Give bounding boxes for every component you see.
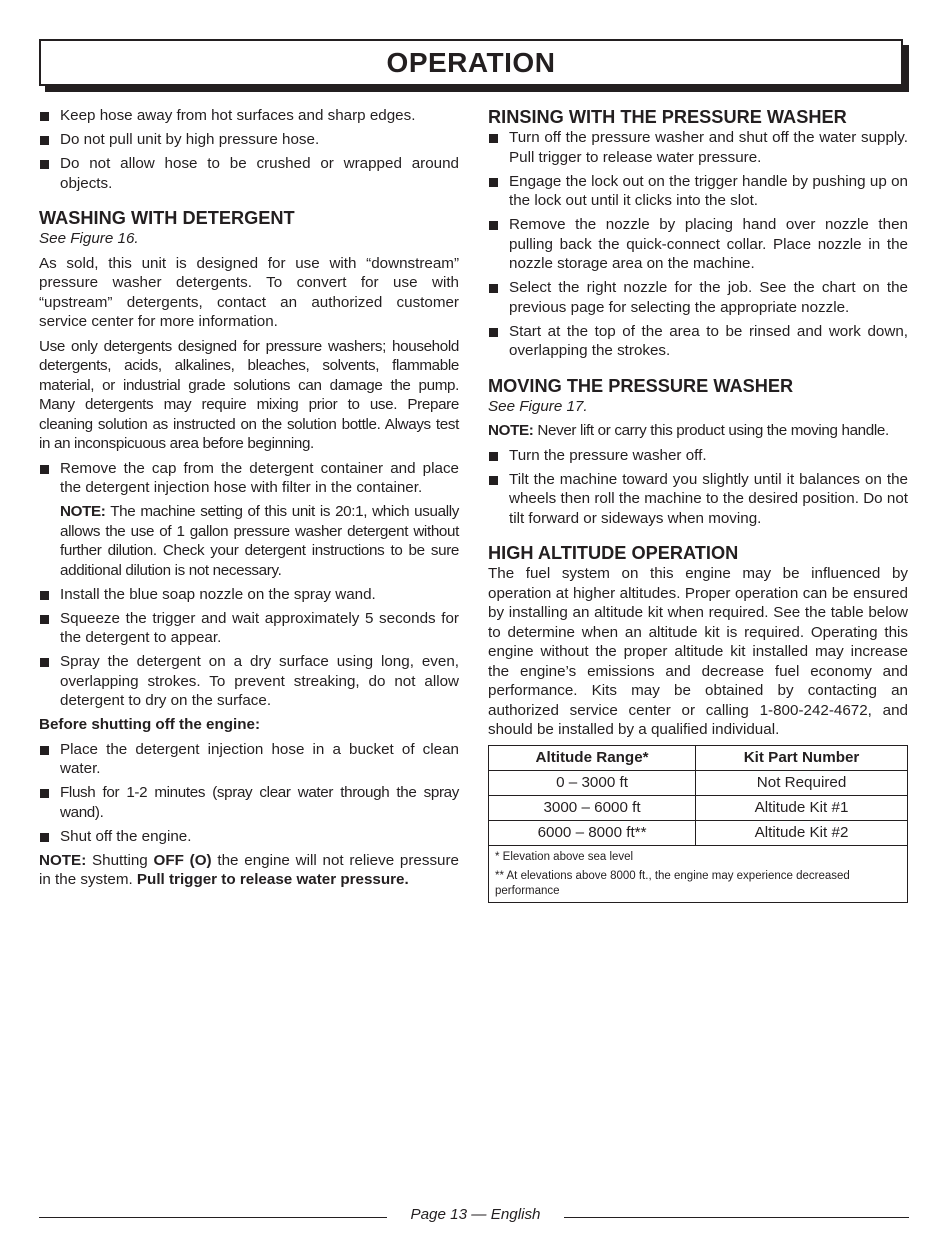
column-header: Kit Part Number: [696, 745, 908, 770]
bullet-square-icon: [489, 178, 498, 187]
bullet-square-icon: [40, 789, 49, 798]
list-item: Flush for 1-2 minutes (spray clear water through the spray wand).: [39, 783, 459, 822]
table-row: [489, 795, 908, 820]
section-title-altitude: HIGH ALTITUDE OPERATION: [488, 543, 739, 563]
list-item: Shut off the engine.: [39, 827, 459, 847]
list-item: Squeeze the trigger and wait approximately 5 seconds for the detergent to appear.: [39, 609, 459, 648]
bullet-square-icon: [40, 112, 49, 121]
right-column: [488, 106, 908, 903]
table-cell: Altitude Kit #2: [696, 820, 908, 845]
list-item: Keep hose away from hot surfaces and sharp edges.: [39, 106, 459, 126]
table-cell: Not Required: [696, 770, 908, 795]
table-row: [489, 820, 908, 845]
list-item: Select the right nozzle for the job. See the chart on the previous page for selecting the appropriate nozzle.: [488, 278, 908, 317]
page-title: OPERATION: [386, 46, 556, 78]
footnote: * Elevation above sea level: [495, 850, 634, 863]
table-header-row: [489, 745, 908, 770]
altitude-table: [488, 745, 908, 903]
bullet-square-icon: [40, 465, 49, 474]
footnote: ** At elevations above 8000 ft., the engine may experience decreased performance: [495, 869, 850, 897]
table-footnote-row: [489, 845, 908, 902]
page-number: Page 13 — English: [410, 1206, 541, 1223]
list-item: Do not pull unit by high pressure hose.: [39, 130, 459, 150]
bullet-square-icon: [40, 746, 49, 755]
note: NOTE: Shutting OFF (O) the engine will not relieve pressure in the system. Pull trigger to release water pressure.: [39, 851, 460, 888]
list-item: Spray the detergent on a dry surface using long, even, overlapping strokes. To prevent streaking, do not allow detergent to dry on the surface.: [39, 652, 459, 711]
bullet-square-icon: [40, 658, 49, 667]
bullet-square-icon: [40, 833, 49, 842]
left-column: [39, 106, 459, 895]
bullet-square-icon: [489, 452, 498, 461]
bullet-square-icon: [489, 284, 498, 293]
section-title-moving: MOVING THE PRESSURE WASHER: [488, 375, 794, 396]
bullet-square-icon: [489, 476, 498, 485]
section-title-washing: WASHING WITH DETERGENT: [39, 208, 295, 228]
list-item: Engage the lock out on the trigger handle by pushing up on the lock out until it clicks into the slot.: [488, 172, 908, 211]
table-cell: 0 – 3000 ft: [489, 770, 696, 795]
list-item: Place the detergent injection hose in a bucket of clean water.: [39, 740, 459, 779]
bullet-square-icon: [489, 328, 498, 337]
page-footer: [39, 1206, 909, 1226]
table-cell: 6000 – 8000 ft**: [489, 820, 696, 845]
paragraph: As sold, this unit is designed for use with “downstream” pressure washer detergents. To convert for use with “upstream” detergents, contact an authorized customer service center for more information.: [39, 254, 459, 330]
divider: [39, 1217, 387, 1218]
bullet-square-icon: [489, 221, 498, 230]
table-footnotes: [489, 845, 908, 902]
list-item: Turn the pressure washer off.: [488, 446, 908, 466]
list-item: Turn off the pressure washer and shut off the water supply. Pull trigger to release water pressure.: [488, 128, 908, 167]
column-header: Altitude Range*: [489, 745, 696, 770]
figure-reference: See Figure 17.: [488, 397, 588, 415]
figure-reference: See Figure 16.: [39, 230, 139, 247]
list-item: Start at the top of the area to be rinsed and work down, overlapping the strokes.: [488, 322, 908, 361]
list-item: Remove the cap from the detergent container and place the detergent injection hose with filter in the container.: [39, 459, 459, 498]
note: NOTE: The machine setting of this unit is 20:1, which usually allows the use of 1 gallon pressure washer detergent without further dilution. Check your detergent instructions to be sure additional dilution is not necessary.: [60, 503, 459, 579]
subheading-shutdown: Before shutting off the engine:: [39, 716, 261, 733]
table-cell: 3000 – 6000 ft: [489, 795, 696, 820]
note: NOTE: Never lift or carry this product using the moving handle.: [488, 422, 889, 439]
bullet-square-icon: [40, 591, 49, 600]
table-row: [489, 770, 908, 795]
bullet-square-icon: [489, 134, 498, 143]
page-header: [39, 39, 903, 86]
paragraph: The fuel system on this engine may be influenced by operation at higher altitudes. Proper operation can be ensured by installing an altitude kit when required. See the table below to determine when an altitude kit is required. Operating this engine without the proper altitude kit installed may increase the engine’s emissions and decrease fuel economy and performance. Kits may be obtained by contacting an authorized service center or calling 1-800-242-4672, and should be installed by a qualified individual.: [488, 565, 908, 738]
bullet-square-icon: [40, 160, 49, 169]
bullet-square-icon: [40, 615, 49, 624]
paragraph: Use only detergents designed for pressure washers; household detergents, acids, alkalines, bleaches, solvents, flammable material, or industrial grade solutions can damage the pump. Many detergents may require mixing prior to use. Prepare cleaning solution as instructed on the solution bottle. Always test in an inconspicuous area before beginning.: [39, 337, 459, 452]
list-item: Remove the nozzle by placing hand over nozzle then pulling back the quick-connect collar. Place nozzle in the nozzle storage area on the machine.: [488, 215, 908, 274]
bullet-square-icon: [40, 136, 49, 145]
list-item: Install the blue soap nozzle on the spray wand.: [39, 585, 459, 605]
list-item: Tilt the machine toward you slightly until it balances on the wheels then roll the machine to the desired position. Do not tilt forward or sideways when moving.: [488, 470, 908, 529]
list-item: Do not allow hose to be crushed or wrapped around objects.: [39, 154, 459, 193]
section-title-rinsing: RINSING WITH THE PRESSURE WASHER: [488, 107, 847, 127]
divider: [564, 1217, 909, 1218]
table-cell: Altitude Kit #1: [696, 795, 908, 820]
